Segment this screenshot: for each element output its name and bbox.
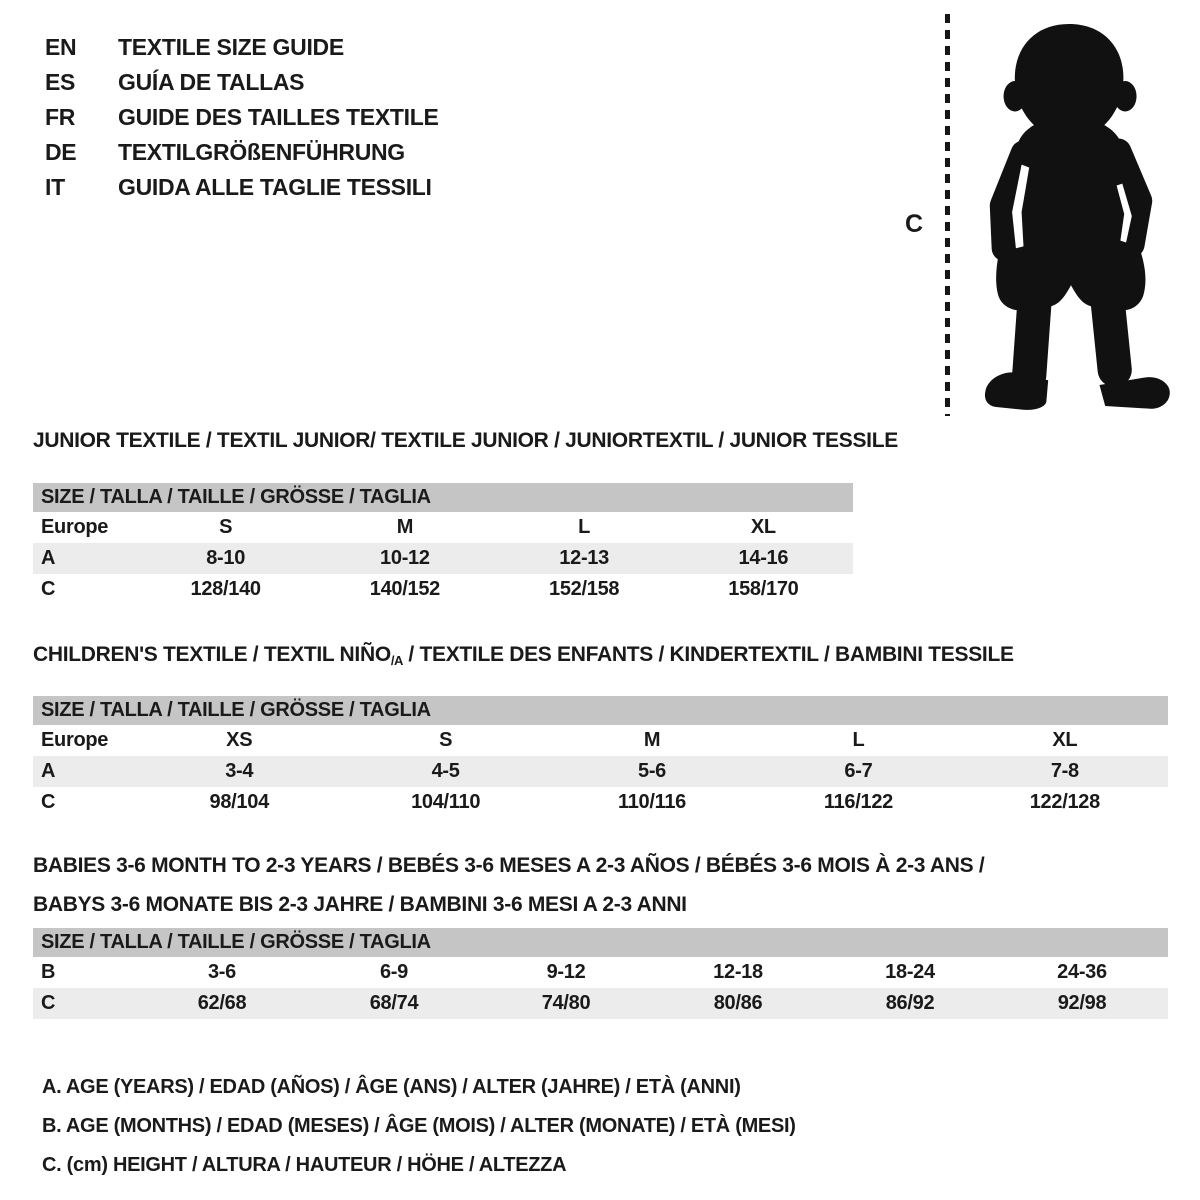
cell: L <box>852 729 865 751</box>
table-row-height-cm <box>33 574 853 605</box>
size-header-band: SIZE / TALLA / TAILLE / GRÖSSE / TAGLIA <box>33 696 1168 725</box>
cell: XS <box>226 729 253 751</box>
table-row-europe <box>33 725 1168 756</box>
cell: 104/110 <box>411 791 481 813</box>
junior-size-table <box>33 483 853 605</box>
height-measure-figure <box>885 8 1195 424</box>
cell: 24-36 <box>1057 961 1107 983</box>
language-row-es <box>45 65 439 100</box>
language-row-it <box>45 170 439 205</box>
row-label: Europe <box>41 516 109 538</box>
language-code: ES <box>45 69 76 95</box>
cell: 68/74 <box>369 992 419 1014</box>
cell: 8-10 <box>206 547 246 569</box>
cell: 4-5 <box>431 760 460 782</box>
cell: 140/152 <box>369 578 440 600</box>
size-header-band: SIZE / TALLA / TAILLE / GRÖSSE / TAGLIA <box>33 928 1168 957</box>
cell: M <box>643 729 661 751</box>
table-row-height-cm <box>33 787 1168 818</box>
section-babies-textile <box>33 846 1168 1019</box>
babies-section-title-line2: BABYS 3-6 MONATE BIS 2-3 JAHRE / BAMBINI 3-6 MESI A 2-3 ANNI <box>33 893 687 916</box>
cell: 62/68 <box>197 992 247 1014</box>
cell: S <box>439 729 453 751</box>
cell: 74/80 <box>541 992 591 1014</box>
row-label: C <box>41 992 56 1014</box>
cell: L <box>578 516 591 538</box>
row-label: A <box>41 760 56 782</box>
language-title-block <box>45 30 439 205</box>
legend-footnotes <box>42 1068 796 1185</box>
row-label: A <box>41 547 56 569</box>
cell: M <box>396 516 414 538</box>
children-size-table <box>33 696 1168 818</box>
junior-section-title: JUNIOR TEXTILE / TEXTIL JUNIOR/ TEXTILE JUNIOR / JUNIORTEXTIL / JUNIOR TESSILE <box>33 429 898 452</box>
cell: 10-12 <box>380 547 430 569</box>
cell: 110/116 <box>618 791 687 813</box>
cell: 18-24 <box>885 961 935 983</box>
cell: 80/86 <box>713 992 763 1014</box>
cell: 6-9 <box>379 961 408 983</box>
language-code: IT <box>45 174 65 200</box>
guide-title-fr: GUIDE DES TAILLES TEXTILE <box>118 104 439 130</box>
table-row-age-years <box>33 756 1168 787</box>
cell: 122/128 <box>1029 791 1100 813</box>
cell: 3-4 <box>225 760 254 782</box>
cell: XL <box>1052 729 1078 751</box>
cell: 3-6 <box>207 961 236 983</box>
cell: 92/98 <box>1057 992 1107 1014</box>
guide-title-de: TEXTILGRÖßENFÜHRUNG <box>118 139 405 165</box>
babies-section-title-line1: BABIES 3-6 MONTH TO 2-3 YEARS / BEBÉS 3-6 MESES A 2-3 AÑOS / BÉBÉS 3-6 MOIS À 2-3 ANS / <box>33 854 985 877</box>
cell: 12-18 <box>713 961 763 983</box>
cell: 14-16 <box>738 547 789 569</box>
table-row-age-years <box>33 543 853 574</box>
language-row-de <box>45 135 439 170</box>
cell: 7-8 <box>1050 760 1079 782</box>
table-row-age-months <box>33 957 1168 988</box>
cell: 5-6 <box>638 760 667 782</box>
cell: XL <box>750 516 776 538</box>
height-label-c: C <box>905 210 923 238</box>
size-header-band: SIZE / TALLA / TAILLE / GRÖSSE / TAGLIA <box>33 483 853 512</box>
children-title-sub: /A <box>390 653 403 668</box>
row-label: C <box>41 578 56 600</box>
cell: 98/104 <box>209 791 269 813</box>
footnote-height-cm: C. (cm) HEIGHT / ALTURA / HAUTEUR / HÖHE / ALTEZZA <box>42 1154 567 1176</box>
cell: 158/170 <box>728 578 799 600</box>
children-title-part2: / TEXTILE DES ENFANTS / KINDERTEXTIL / BAMBINI TESSILE <box>402 643 1014 666</box>
height-dashed-line <box>945 14 950 416</box>
guide-title-es: GUÍA DE TALLAS <box>118 69 305 95</box>
guide-title-it: GUIDA ALLE TAGLIE TESSILI <box>118 174 432 200</box>
table-row-height-cm <box>33 988 1168 1019</box>
toddler-silhouette-icon <box>957 10 1185 420</box>
children-section-title <box>33 640 1168 676</box>
table-row-europe <box>33 512 853 543</box>
language-code: FR <box>45 104 76 130</box>
cell: 152/158 <box>549 578 620 600</box>
children-title-part1: CHILDREN'S TEXTILE / TEXTIL NIÑO <box>33 643 391 666</box>
cell: 86/92 <box>885 992 935 1014</box>
footnote-age-months: B. AGE (MONTHS) / EDAD (MESES) / ÂGE (MOIS) / ALTER (MONATE) / ETÀ (MESI) <box>42 1115 796 1137</box>
babies-size-table <box>33 928 1168 1019</box>
language-code: DE <box>45 139 77 165</box>
section-junior-textile <box>33 426 898 605</box>
language-row-fr <box>45 100 439 135</box>
cell: 128/140 <box>190 578 261 600</box>
row-label: Europe <box>41 729 109 751</box>
cell: 116/122 <box>823 791 893 813</box>
row-label: B <box>41 961 56 983</box>
row-label: C <box>41 791 56 813</box>
cell: 12-13 <box>559 547 609 569</box>
language-code: EN <box>45 34 77 60</box>
footnote-age-years: A. AGE (YEARS) / EDAD (AÑOS) / ÂGE (ANS) / ALTER (JAHRE) / ETÀ (ANNI) <box>42 1076 741 1098</box>
cell: S <box>219 516 233 538</box>
language-row-en <box>45 30 439 65</box>
cell: 9-12 <box>546 961 586 983</box>
section-childrens-textile <box>33 640 1168 818</box>
cell: 6-7 <box>844 760 873 782</box>
guide-title-en: TEXTILE SIZE GUIDE <box>118 34 344 60</box>
